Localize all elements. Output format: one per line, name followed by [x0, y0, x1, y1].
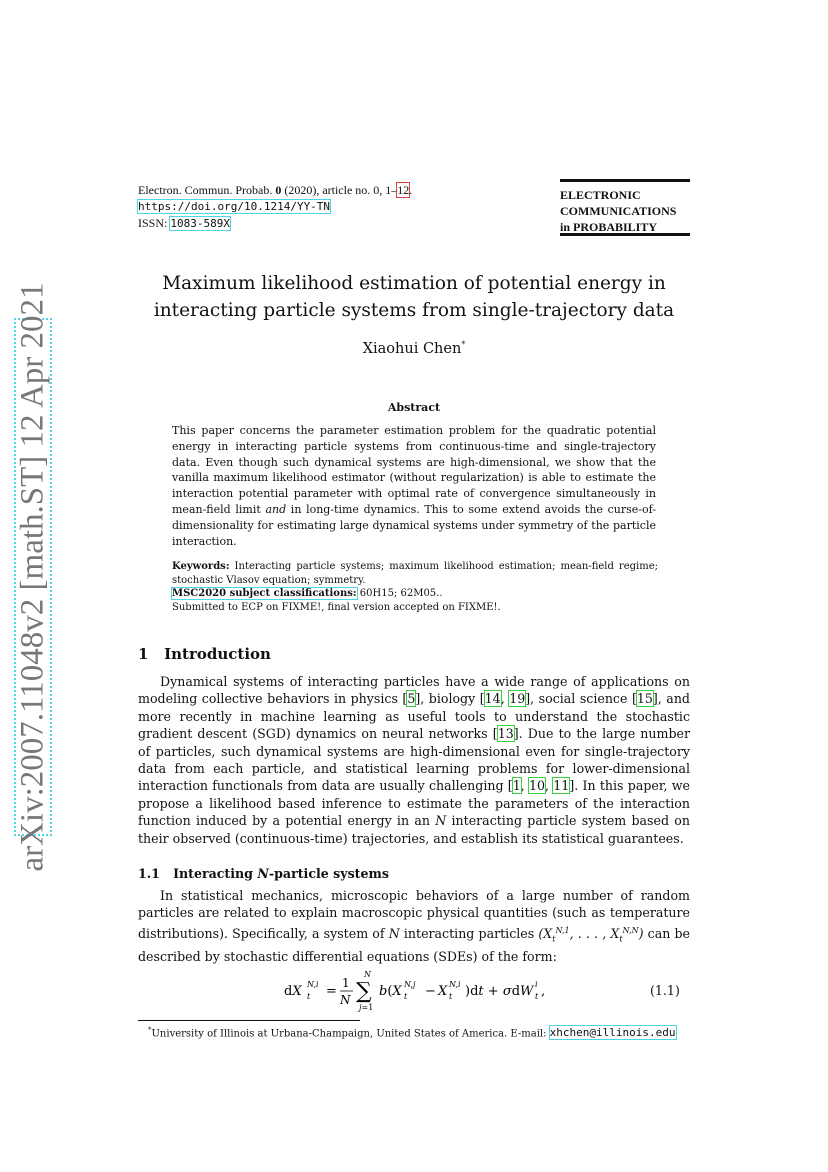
arxiv-identifier: arXiv:2007.11048v2 [math.ST] 12 Apr 2021 — [14, 282, 51, 872]
submission-note: Submitted to ECP on FIXME!, final version accepted on FIXME!. — [172, 602, 501, 613]
svg-text:N,i: N,i — [449, 980, 461, 989]
equation-number: (1.1) — [650, 983, 680, 998]
arxiv-side-stamp[interactable] — [14, 282, 52, 872]
citation-19[interactable]: 19 — [509, 691, 526, 707]
msc-link[interactable]: MSC2020 subject classifications: — [172, 588, 357, 599]
svg-text:N,i: N,i — [307, 980, 319, 989]
svg-text:1: 1 — [342, 976, 350, 990]
svg-text:−: − — [425, 984, 436, 999]
citation-5[interactable]: 5 — [407, 691, 416, 707]
citation-1[interactable]: 1 — [512, 778, 521, 794]
issn-link[interactable]: 1083-589X — [170, 217, 230, 230]
citation-header: Electron. Commun. Probab. 0 (2020), article no. 0, 1–12. https://doi.org/10.1214/YY-TN ISSN: 1083-589X — [138, 183, 413, 230]
svg-text:)dt + σdW: )dt + σdW — [465, 984, 534, 999]
sde-equation — [282, 968, 582, 1014]
svg-text:N: N — [340, 993, 351, 1007]
svg-text:,: , — [541, 984, 546, 999]
abstract-text: This paper concerns the parameter estimation problem for the quadratic potential energy in interacting particle systems from continuous-time and single-trajectory data. Even though such dynamical systems are high-dimensional, we show that the vanilla maximum likelihood estimator (without regularization) is able to estimate the interaction potential parameter with optimal rate of convergence simultaneously in mean-field limit and in long-time dynamics. This to some extend avoids the curse-of-dimensionality for estimating large dynamical systems under symmetry of the particle interaction. — [172, 424, 657, 548]
last-page-link[interactable]: 12 — [397, 183, 410, 197]
msc-classification: MSC2020 subject classifications: 60H15; 62M05.. — [172, 588, 443, 599]
svg-text:b(X: b(X — [379, 984, 402, 999]
svg-text:t: t — [404, 992, 408, 1001]
author-footnote-mark[interactable]: * — [461, 340, 466, 349]
email-link[interactable]: xhchen@illinois.edu — [549, 1026, 676, 1040]
abstract-heading: Abstract — [387, 401, 441, 414]
svg-text:dX: dX — [284, 984, 302, 999]
svg-text:t: t — [307, 992, 311, 1001]
svg-text:∑: ∑ — [356, 979, 372, 1004]
citation-13[interactable]: 13 — [497, 726, 514, 742]
footnote-rule — [138, 1020, 360, 1021]
subsection-heading: 1.1 Interacting N-particle systems — [138, 866, 389, 881]
svg-text:j=1: j=1 — [359, 1003, 374, 1012]
doi-link[interactable]: https://doi.org/10.1214/YY-TN — [138, 200, 331, 213]
introduction-paragraph: Dynamical systems of interacting particles have a wide range of applications on modeling collective behaviors in physics [5], biology [14, 19], social science [15], and more recently in machine learning as useful tools to understand the stochastic gradient descent (SGD) dynamics on neural networks [13]. Due to the large number of particles, such dynamical systems are high-dimensional even for single-trajectory data from each particle, and statistical learning problems for lower-dimensional interaction functionals from data are usually challenging [1, 10, 11]. In this paper, we propose a likelihood based inference to estimate the parameters of the interaction function induced by a potential energy in an N interacting particle system based on their observed (continuous-time) trajectories, and establish its statistical guarantees. — [138, 674, 690, 846]
svg-text:t: t — [449, 992, 453, 1001]
keywords: Keywords: Interacting particle systems; maximum likelihood estimation; mean-field regime; stochastic Vlasov equation; symmetry. — [172, 561, 658, 586]
citation-11[interactable]: 11 — [553, 778, 570, 794]
svg-text:=: = — [326, 984, 337, 999]
citation-15[interactable]: 15 — [636, 691, 653, 707]
section-heading-introduction: 1 Introduction — [138, 645, 271, 663]
journal-name-box: ELECTRONIC COMMUNICATIONS in PROBABILITY — [560, 179, 690, 236]
svg-text:N: N — [364, 970, 371, 979]
author: Xiaohui Chen* — [362, 340, 466, 357]
author-affiliation-footnote: *University of Illinois at Urbana-Champaign, United States of America. E-mail: xhchen@illinois.edu — [148, 1026, 676, 1040]
svg-text:X: X — [438, 984, 448, 999]
svg-text:i: i — [535, 980, 538, 989]
particle-tuple-math: ($X_t^{N,1}$, . . . , $X_t^{N,N}$) — [538, 925, 644, 944]
citation-10[interactable]: 10 — [529, 778, 546, 794]
citation-14[interactable]: 14 — [484, 691, 501, 707]
systems-paragraph: In statistical mechanics, microscopic behaviors of a large number of random particles are related to explain macroscopic physical quantities (such as temperature distributions). Specifically, a system of N interacting particles ($X_t^{N,1}$, . . . , $X_t^{N,N}$) can be described by stochastic differential equations (SDEs) of the form: — [138, 888, 690, 964]
citation-line: Electron. Commun. Probab. 0 (2020), article no. 0, 1–12. — [138, 183, 413, 197]
svg-text:t: t — [535, 992, 539, 1001]
svg-text:N,j: N,j — [404, 980, 416, 989]
paper-title: Maximum likelihood estimation of potential energy in interacting particle systems from single-trajectory data — [153, 273, 675, 321]
